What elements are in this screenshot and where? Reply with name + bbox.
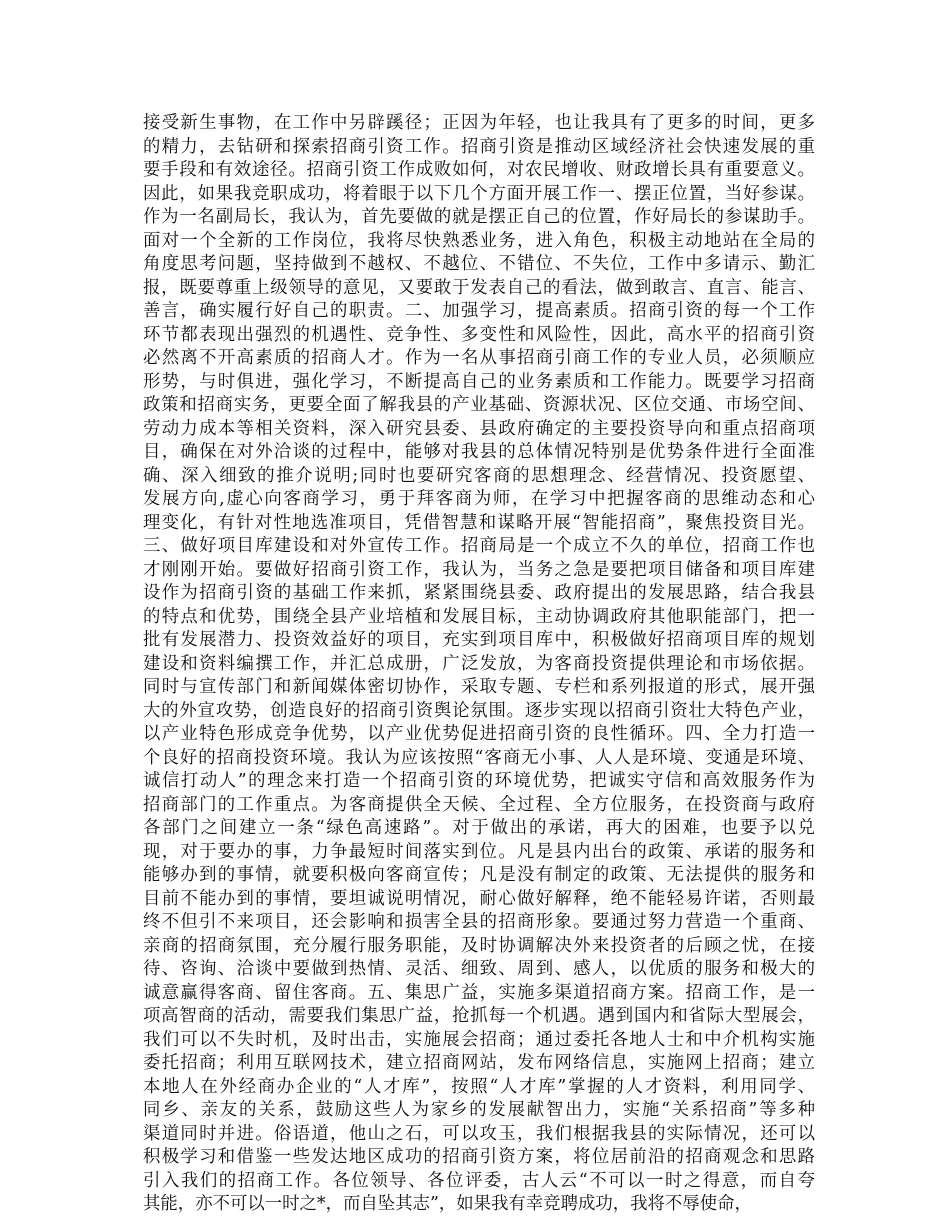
document-page xyxy=(143,112,815,1217)
text-line: 必然离不开高素质的招商人才。作为一名从事招商引商工作的专业人员，必须顺应 xyxy=(143,348,815,368)
text-line: 亲商的招商氛围，充分履行服务职能，及时协调解决外来投资者的后顾之忧，在接 xyxy=(143,935,815,956)
text-line: 待、咨询、洽谈中要做到热情、灵活、细致、周到、感人，以优质的服务和极大的 xyxy=(143,959,815,979)
text-line: 现，对于要办的事，力争最短时间落实到位。凡是县内出台的政策、承诺的服务和 xyxy=(143,841,815,862)
text-line: 设作为招商引资的基础工作来抓，紧紧围绕县委、政府提出的发展思路，结合我县 xyxy=(143,583,815,603)
text-line: 善言，确实履行好自己的职责。二、加强学习，提高素质。招商引资的每一个工作 xyxy=(143,301,815,321)
text-line: 确、深入细致的推介说明;同时也要研究客商的思想理念、经营情况、投资愿望、 xyxy=(143,465,815,486)
text-line: 个良好的招商投资环境。我认为应该按照“客商无小事、人人是环境、变通是环境、 xyxy=(143,747,815,768)
text-line: 因此，如果我竞职成功，将着眼于以下几个方面开展工作一、摆正位置，当好参谋。 xyxy=(143,183,815,204)
text-line: 接受新生事物，在工作中另辟蹊径；正因为年轻，也让我具有了更多的时间，更多 xyxy=(143,113,815,133)
text-line: 理变化，有针对性地选准项目，凭借智慧和谋略开展“智能招商”，聚焦投资目光。 xyxy=(143,512,815,533)
text-line: 本地人在外经商办企业的“人才库”，按照“人才库”掌握的人才资料，利用同学、 xyxy=(143,1076,815,1097)
text-line: 才刚刚开始。要做好招商引资工作，我认为，当务之急是要把项目储备和项目库建 xyxy=(143,559,815,580)
text-line: 我们可以不失时机，及时出击，实施展会招商；通过委托各地人士和中介机构实施 xyxy=(143,1029,815,1050)
text-line: 以产业特色形成竞争优势，以产业优势促进招商引资的良性循环。四、全力打造一 xyxy=(143,724,815,744)
text-line: 终不但引不来项目，还会影响和损害全县的招商形象。要通过努力营造一个重商、 xyxy=(143,912,815,932)
text-line: 发展方向,虚心向客商学习，勇于拜客商为师，在学习中把握客商的思维动态和心 xyxy=(143,489,815,509)
text-line: 的精力，去钻研和探索招商引资工作。招商引资是推动区域经济社会快速发展的重 xyxy=(143,136,815,157)
text-line: 劳动力成本等相关资料，深入研究县委、县政府确定的主要投资导向和重点招商项 xyxy=(143,418,815,439)
text-line: 同时与宣传部门和新闻媒体密切协作，采取专题、专栏和系列报道的形式，展开强 xyxy=(143,677,815,697)
text-line: 批有发展潜力、投资效益好的项目，充实到项目库中，积极做好招商项目库的规划 xyxy=(143,630,815,650)
text-line: 目前不能办到的事情，要坦诚说明情况，耐心做好解释，绝不能轻易许诺，否则最 xyxy=(143,888,815,909)
text-line: 诚意赢得客商、留住客商。五、集思广益，实施多渠道招商方案。招商工作，是一 xyxy=(143,982,815,1003)
text-line: 要手段和有效途径。招商引资工作成败如何，对农民增收、财政增长具有重要意义。 xyxy=(143,160,815,180)
text-line: 同乡、亲友的关系，鼓励这些人为家乡的发展献智出力，实施“关系招商”等多种 xyxy=(143,1100,815,1120)
text-line: 建设和资料编撰工作，并汇总成册，广泛发放，为客商投资提供理论和市场依据。 xyxy=(143,653,815,674)
text-line: 的特点和优势，围绕全县产业培植和发展目标，主动协调政府其他职能部门，把一 xyxy=(143,606,815,627)
text-line: 大的外宣攻势，创造良好的招商引资舆论氛围。逐步实现以招商引资壮大特色产业， xyxy=(143,700,815,721)
text-line: 其能，亦不可以一时之*，而自坠其志”，如果我有幸竞聘成功，我将不辱使命， xyxy=(143,1194,752,1214)
text-line: 形势，与时俱进，强化学习，不断提高自己的业务素质和工作能力。既要学习招商 xyxy=(143,371,815,392)
text-line: 渠道同时并进。俗语道，他山之石，可以攻玉，我们根据我县的实际情况，还可以 xyxy=(143,1123,815,1144)
text-line: 委托招商；利用互联网技术，建立招商网站，发布网络信息，实施网上招商；建立 xyxy=(143,1053,815,1073)
text-line: 三、做好项目库建设和对外宣传工作。招商局是一个成立不久的单位，招商工作也 xyxy=(143,536,815,556)
text-line: 政策和招商实务，更要全面了解我县的产业基础、资源状况、区位交通、市场空间、 xyxy=(143,395,815,415)
text-line: 角度思考问题，坚持做到不越权、不越位、不错位、不失位，工作中多请示、勤汇 xyxy=(143,254,815,274)
text-line: 报，既要尊重上级领导的意见，又要敢于发表自己的看法，做到敢言、直言、能言、 xyxy=(143,277,815,298)
text-line: 引入我们的招商工作。各位领导、各位评委，古人云“不可以一时之得意，而自夸 xyxy=(143,1170,815,1191)
text-line: 项高智商的活动，需要我们集思广益，抢抓每一个机遇。遇到国内和省际大型展会， xyxy=(143,1006,815,1026)
text-line: 面对一个全新的工作岗位，我将尽快熟悉业务，进入角色，积极主动地站在全局的 xyxy=(143,230,815,251)
text-line: 各部门之间建立一条“绿色高速路”。对于做出的承诺，再大的困难，也要予以兑 xyxy=(143,818,815,838)
text-line: 作为一名副局长，我认为，首先要做的就是摆正自己的位置，作好局长的参谋助手。 xyxy=(143,207,815,227)
text-line: 能够办到的事情，就要积极向客商宣传；凡是没有制定的政策、无法提供的服务和 xyxy=(143,865,815,885)
text-line: 目，确保在对外洽谈的过程中，能够对我县的总体情况特别是优势条件进行全面准 xyxy=(143,442,815,462)
text-line: 积极学习和借鉴一些发达地区成功的招商引资方案，将位居前沿的招商观念和思路 xyxy=(143,1147,815,1167)
text-line: 诚信打动人”的理念来打造一个招商引资的环境优势，把诚实守信和高效服务作为 xyxy=(143,771,815,791)
text-line: 招商部门的工作重点。为客商提供全天候、全过程、全方位服务，在投资商与政府 xyxy=(143,794,815,815)
text-line: 环节都表现出强烈的机遇性、竞争性、多变性和风险性，因此，高水平的招商引资 xyxy=(143,324,815,345)
